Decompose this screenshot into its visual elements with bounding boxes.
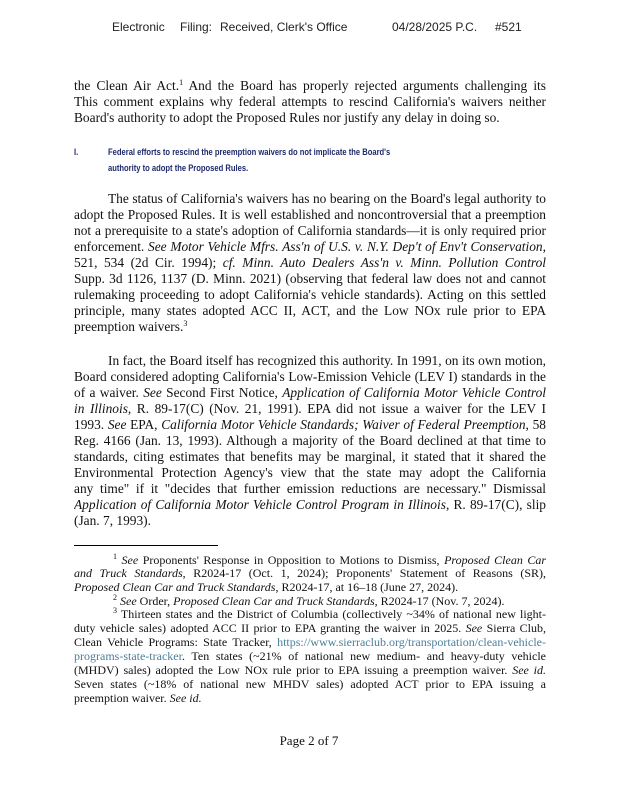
header-received: Received, Clerk's Office [220,20,348,34]
text-segment: , 58 [525,417,546,432]
text-segment: Reg. 4166 (Jan. 13, 1993). Although a majority of the Board declined at that time to [74,433,546,448]
section-heading-line-2: authority to adopt the Proposed Rules. [108,163,249,174]
link[interactable]: https://www.sierraclub.org/transportation/clean-vehicle- [277,635,546,649]
text-segment: rulemaking proceeding to adopt California's vehicle standards). Acting on this settled [74,287,546,302]
citation-italic: See [107,417,127,432]
text-segment: Supp. 3d 1126, 1137 (D. Minn. 2021) (observing that federal law does not and cannot [74,271,546,286]
header-number: #521 [495,20,522,34]
footnote-line [74,649,546,663]
text-segment: any time" if it "decides that further emission reductions are necessary." Dismissal [74,481,546,496]
body-text-line [74,255,546,271]
footnote-marker: 1 [113,553,117,561]
footnote-line [74,677,546,691]
footnote-line [74,691,546,705]
text-segment: Order, [136,594,174,608]
footnote-line [74,635,546,649]
text-segment: Environmental Protection Agency's view that the state may adopt the California [74,465,546,480]
text-segment: Sierra Club, [482,621,546,635]
footnote-marker: 3 [183,319,188,328]
section-heading-line-1: Federal efforts to rescind the preemption waivers do not implicate the Board's [108,147,391,158]
body-text-line [74,385,546,401]
citation-italic: See Motor Vehicle Mfrs. Ass'n of U.S. v. N.Y. Dep't of Env't Conservation [148,239,543,254]
body-text-line [74,449,546,465]
citation-italic: See id. [169,691,202,705]
body-text-line [74,78,546,94]
text-segment: , R. 89-17(C), slip [445,497,546,512]
header-filing: Filing: [180,20,213,34]
body-text-line [74,481,546,497]
citation-italic: See id. [512,663,546,677]
citation-italic: See [465,621,483,635]
text-segment: enforcement. [74,239,148,254]
header-date: 04/28/2025 P.C. [392,20,478,34]
footnote-line [74,621,546,635]
text-segment: . Ten states (~21% of national new medium- and heavy-duty vehicle [181,649,546,663]
text-segment: Seven states (~18% of national new MHDV sales) adopted ACT prior to EPA issuing a [74,677,546,691]
body-text-line [74,319,546,335]
body-text-line [74,271,546,287]
text-segment: , R2024-17, at 16–18 (June 27, 2024). [275,580,459,594]
footnote-marker: 2 [113,593,117,602]
text-segment: , R2024-17 (Nov. 7, 2024). [374,594,505,608]
text-segment: the Clean Air Act. [74,78,180,93]
body-text-line [74,303,546,319]
text-segment: standards, citing estimates that benefits may be marginal, it stated that it shared the [74,449,546,464]
text-segment: The status of California's waivers has no bearing on the Board's legal authority to [108,191,546,206]
footnote-line [113,607,546,621]
text-segment: Board considered adopting California's Low-Emission Vehicle (LEV I) standards in the [74,369,546,384]
body-text-line [74,417,546,433]
citation-italic: Proposed Clean Car and Truck Standards [173,594,375,608]
body-text-line [74,465,546,481]
body-text-line [74,433,546,449]
text-segment: And the Board has properly rejected arguments challenging its [188,78,546,93]
citation-italic: California Motor Vehicle Standards; Waiver of Federal Preemption [161,417,526,432]
text-segment: 521, 534 (2d Cir. 1994); [74,255,223,270]
text-segment: Clean Vehicle Programs: State Tracker, [74,635,278,649]
section-number: I. [74,147,79,158]
citation-italic: Proposed Clean Car [444,553,546,567]
text-segment: EPA, [126,417,162,432]
citation-italic: Proposed Clean Car and Truck Standards [74,580,276,594]
body-text-line [74,513,546,529]
text-segment: Proponents' Response in Opposition to Motions to Dismiss, [138,553,445,567]
text-segment: , [542,239,546,254]
footnote-line [113,594,546,608]
citation-italic: in Illinois [74,401,128,416]
text-segment: This comment explains why federal attempts to rescind California's waivers neither [74,94,546,109]
text-segment: of a waiver. [74,385,144,400]
header-electronic: Electronic [112,20,165,34]
filing-stamp-header [0,20,618,36]
body-text-line [74,287,546,303]
text-segment: duty vehicle sales) adopted ACC II prior to EPA granting the waiver in 2025. [74,621,466,635]
citation-italic: See [121,553,139,567]
body-text-line [74,223,546,239]
footnote-line [74,580,546,594]
body-text-line [74,369,546,385]
text-segment: principle, many states adopted ACC II, ACT, and the Low NOx rule prior to EPA [74,303,546,318]
footnote-marker: 1 [179,78,184,87]
footnote-marker: 3 [113,607,117,615]
text-segment: , R. 89-17(C) (Nov. 21, 1991). EPA did not issue a waiver for the LEV I [127,401,546,416]
text-segment: preemption waiver. [74,691,170,705]
citation-italic: cf. Minn. Auto Dealers Ass'n v. Minn. Pollution Control [222,255,546,270]
body-text-line [74,401,546,417]
body-text-line [74,110,546,126]
text-segment: (MHDV) sales) adopted the Low NOx rule prior to EPA issuing a preemption waiver. [74,663,513,677]
footnote-separator [74,545,218,546]
citation-italic: See [120,594,137,608]
body-text-line [74,497,546,513]
link[interactable]: programs-state-tracker [74,649,182,663]
body-text-line [74,239,546,255]
text-segment: Second First Notice, [161,385,283,400]
citation-italic: See [143,385,162,400]
footnote-line [74,663,546,677]
text-segment: (Jan. 7, 1993). [74,513,151,528]
text-segment: preemption waivers. [74,319,184,334]
body-text-line [74,94,546,110]
citation-italic: Application of California Motor Vehicle Control [282,385,546,400]
body-text-line [74,207,546,223]
body-text-line [108,353,546,369]
footnote-line [74,566,546,580]
text-segment: adopt the Proposed Rules. It is well established and noncontroversial that a preemption [74,207,546,222]
citation-italic: Application of California Motor Vehicle Control Program in Illinois [74,497,446,512]
page-number: Page 2 of 7 [279,733,339,748]
text-segment: Board's authority to adopt the Proposed Rules nor justify any delay in doing so. [74,110,500,125]
text-segment: In fact, the Board itself has recognized this authority. In 1991, on its own motion, [108,353,546,368]
text-segment: , R2024-17 (Oct. 1, 2024); Proponents' Statement of Reasons (SR), [182,566,546,580]
citation-italic: and Truck Standards [74,566,183,580]
body-text-line [108,191,546,207]
text-segment: Thirteen states and the District of Columbia (collectively ~34% of national new light- [117,607,546,621]
text-segment: 1993. [74,417,108,432]
text-segment: not a prerequisite to a state's adoption of California standards—it is only required prior [74,223,546,238]
footnote-line [113,553,546,567]
